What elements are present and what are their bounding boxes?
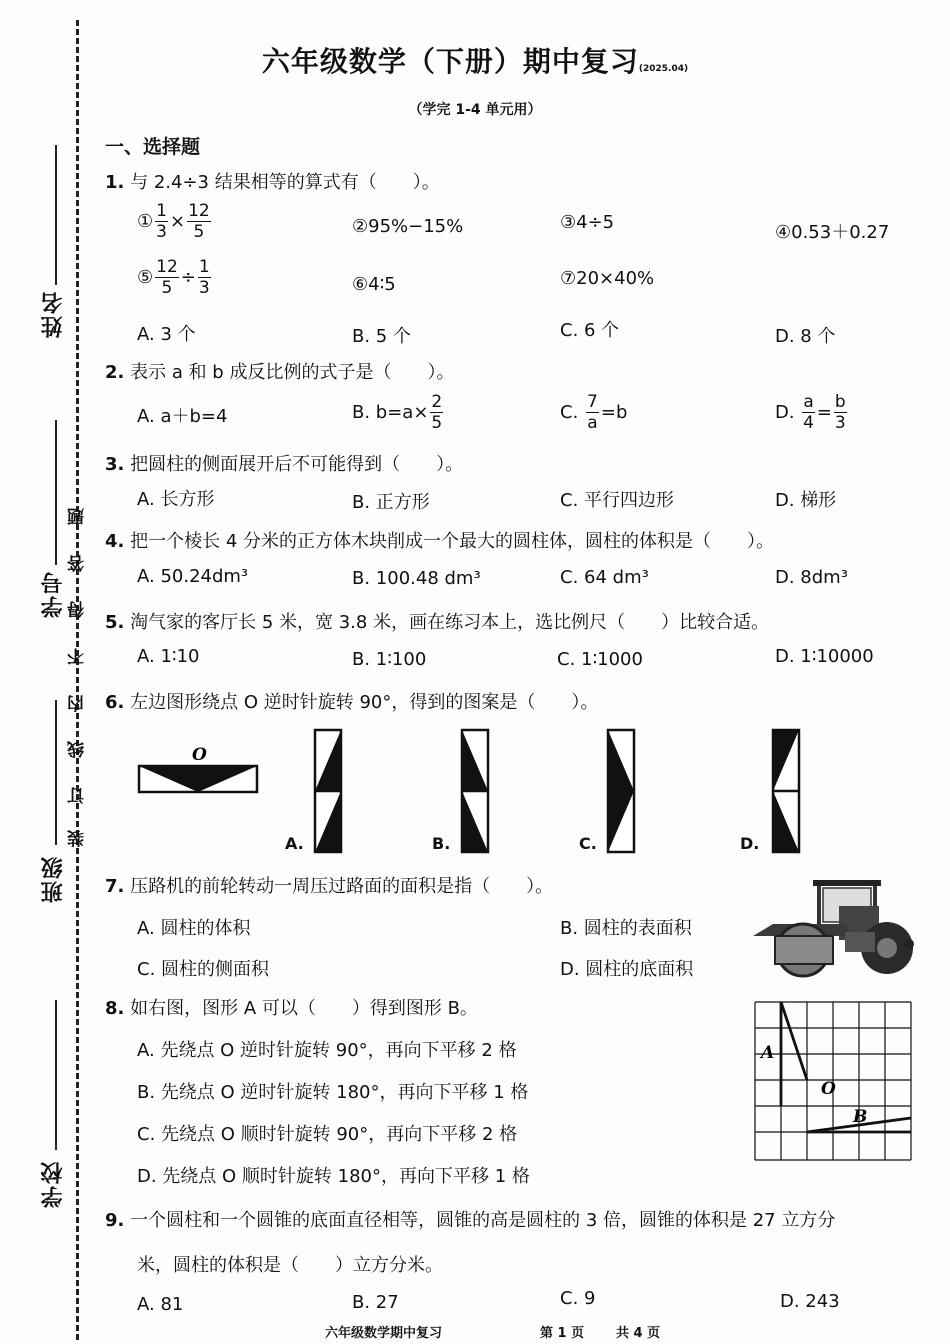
binding-dashed-line [76, 20, 79, 1340]
fraction [187, 203, 211, 241]
denominator: 3 [198, 278, 210, 298]
numerator: 1 [156, 201, 167, 221]
expression-6: ⑥4∶5 [352, 274, 396, 295]
question-text: 把圆柱的侧面展开后不可能得到（ ）。 [130, 454, 464, 475]
option-c[interactable] [560, 394, 627, 432]
expression-7: ⑦20×40% [560, 268, 655, 289]
denominator: 3 [156, 222, 167, 242]
option-text: =b [600, 402, 628, 423]
question-4 [105, 527, 774, 553]
option-c[interactable]: C. 9 [560, 1288, 596, 1309]
option-a[interactable]: A. 50.24dm³ [137, 566, 249, 587]
question-number: 7. [105, 876, 125, 897]
option-text: B. b=a× [352, 402, 429, 423]
student-id-label: 学号 [41, 570, 66, 618]
question-2 [105, 358, 454, 384]
question-6 [105, 688, 598, 714]
question-number: 6. [105, 692, 125, 713]
page-subtitle: （学完 1-4 单元用） [408, 102, 542, 118]
option-a[interactable]: A. a＋b=4 [137, 406, 228, 427]
class-label: 班级 [41, 855, 66, 903]
option-d[interactable]: D. 243 [780, 1291, 840, 1312]
option-b[interactable]: B. 正方形 [352, 492, 430, 513]
question-5 [105, 608, 769, 634]
label-a: A [761, 1043, 775, 1063]
fraction [155, 259, 179, 297]
option-d[interactable]: D. 先绕点 O 顺时针旋转 180°，再向下平移 1 格 [137, 1166, 530, 1187]
question-8 [105, 994, 478, 1020]
option-b[interactable]: B. 1∶100 [352, 649, 427, 670]
name-label: 姓名 [41, 290, 66, 338]
denominator: 3 [834, 413, 846, 433]
denominator: a [587, 413, 598, 433]
option-c[interactable]: C. 64 dm³ [560, 567, 649, 588]
question-number: 1. [105, 172, 125, 193]
fraction [155, 203, 168, 241]
numerator: 7 [587, 392, 598, 412]
numerator: 12 [156, 257, 178, 277]
option-c[interactable]: C. 1∶1000 [557, 649, 643, 670]
numerator: a [803, 392, 814, 412]
option-c[interactable]: C. 圆柱的侧面积 [137, 959, 270, 980]
question-1 [105, 168, 440, 194]
operator: = [816, 402, 832, 423]
question-3 [105, 450, 463, 476]
option-text: C. [560, 402, 579, 423]
binding-note-char: 装 [68, 830, 88, 847]
option-a[interactable]: A. 1∶10 [137, 646, 200, 667]
question-number: 2. [105, 362, 125, 383]
fraction [430, 394, 443, 432]
option-d[interactable] [775, 394, 849, 432]
option-d[interactable]: D. 圆柱的底面积 [560, 959, 694, 980]
operator: ÷ [180, 267, 196, 288]
question-text: 表示 a 和 b 成反比例的式子是（ ）。 [130, 362, 455, 383]
question-9-line-2: 米，圆柱的体积是（ ）立方分米。 [137, 1255, 443, 1276]
footer-page-number: 第 1 页 [540, 1326, 585, 1341]
option-a[interactable]: A. 81 [137, 1294, 184, 1315]
option-a[interactable]: A. 先绕点 O 逆时针旋转 90°，再向下平移 2 格 [137, 1040, 517, 1061]
option-d[interactable]: D. 梯形 [775, 490, 837, 511]
title-date: (2025.04) [638, 64, 689, 74]
question-number: 5. [105, 612, 125, 633]
numerator: 2 [431, 392, 443, 412]
choice-figure-d[interactable] [771, 728, 801, 854]
fraction [586, 394, 599, 432]
binding-note-char: 题 [68, 508, 88, 525]
expression-2: ②95%−15% [352, 216, 464, 237]
footer-total-pages: 共 4 页 [616, 1326, 661, 1341]
figure-label-c: C. [579, 834, 597, 853]
numerator: 12 [188, 201, 210, 221]
option-b[interactable]: B. 27 [352, 1292, 399, 1313]
option-c[interactable]: C. 6 个 [560, 320, 620, 341]
question-text: 淘气家的客厅长 5 米，宽 3.8 米，画在练习本上，选比例尺（ ）比较合适。 [130, 612, 770, 633]
label-o: O [821, 1079, 836, 1099]
option-a[interactable]: A. 圆柱的体积 [137, 918, 251, 939]
student-id-underline [55, 420, 57, 565]
binding-note-char: 得 [68, 601, 88, 618]
question-text: 把一个棱长 4 分米的正方体木块削成一个最大的圆柱体，圆柱的体积是（ ）。 [130, 531, 775, 552]
option-b[interactable]: B. 圆柱的表面积 [560, 918, 692, 939]
binding-note-char: 订 [68, 787, 88, 804]
question-9 [105, 1206, 835, 1232]
binding-note-char: 内 [68, 695, 88, 712]
expression-prefix: ① [137, 211, 154, 232]
question-number: 3. [105, 454, 125, 475]
name-underline [55, 145, 57, 285]
figure-label-d: D. [740, 834, 760, 853]
option-text: D. [775, 402, 795, 423]
question-text: 左边图形绕点 O 逆时针旋转 90°，得到的图案是（ ）。 [130, 692, 599, 713]
option-d[interactable]: D. 1∶10000 [775, 646, 874, 667]
option-a[interactable]: A. 3 个 [137, 324, 196, 345]
expression-5 [137, 259, 213, 297]
denominator: 5 [193, 222, 205, 242]
question-text: 压路机的前轮转动一周压过路面的面积是指（ ）。 [130, 876, 554, 897]
option-b[interactable]: B. 100.48 dm³ [352, 568, 481, 589]
figure-label-b: B. [432, 834, 451, 853]
footer-title: 六年级数学期中复习 [325, 1326, 443, 1341]
option-b[interactable] [352, 394, 445, 432]
title-text: 六年级数学（下册）期中复习 [261, 45, 639, 78]
original-figure [136, 740, 260, 796]
denominator: 5 [161, 278, 173, 298]
school-underline [55, 1000, 57, 1150]
choice-figure-a[interactable] [313, 728, 343, 854]
point-o-label: O [192, 745, 207, 765]
binding-note-char: 线 [68, 741, 88, 758]
binding-note-char: 答 [68, 555, 88, 572]
numerator: 1 [198, 257, 210, 277]
option-c[interactable]: C. 先绕点 O 顺时针旋转 90°，再向下平移 2 格 [137, 1124, 518, 1145]
road-roller-image [745, 872, 915, 980]
figure-label-a: A. [285, 834, 304, 853]
fraction [802, 394, 814, 432]
option-b[interactable]: B. 先绕点 O 逆时针旋转 180°，再向下平移 1 格 [137, 1082, 529, 1103]
option-a[interactable]: A. 长方形 [137, 489, 215, 510]
question-text: 如右图，图形 A 可以（ ）得到图形 B。 [130, 998, 478, 1019]
question-text: 一个圆柱和一个圆锥的底面直径相等，圆锥的高是圆柱的 3 倍，圆锥的体积是 27 立方分 [130, 1210, 836, 1231]
choice-figure-c[interactable] [606, 728, 636, 854]
page-title [0, 40, 950, 80]
grid-figure [753, 1000, 917, 1164]
operator: × [169, 211, 186, 232]
denominator: 4 [803, 413, 814, 433]
expression-1 [137, 203, 213, 241]
question-number: 9. [105, 1210, 125, 1231]
school-label: 学校 [41, 1160, 66, 1208]
expression-prefix: ⑤ [137, 267, 154, 288]
option-d[interactable]: D. 8dm³ [775, 567, 848, 588]
option-b[interactable]: B. 5 个 [352, 326, 411, 347]
binding-note-char: 不 [68, 648, 88, 665]
denominator: 5 [431, 413, 443, 433]
expression-4: ④0.53＋0.27 [775, 222, 890, 243]
question-7 [105, 872, 553, 898]
fraction [834, 394, 847, 432]
option-c[interactable]: C. 平行四边形 [560, 490, 675, 511]
section-title: 一、选择题 [105, 136, 201, 158]
label-b: B [853, 1107, 868, 1127]
class-underline [55, 700, 57, 845]
question-text: 与 2.4÷3 结果相等的算式有（ ）。 [130, 172, 440, 193]
choice-figure-b[interactable] [460, 728, 490, 854]
fraction [198, 259, 211, 297]
question-number: 4. [105, 531, 125, 552]
numerator: b [834, 392, 846, 412]
option-d[interactable]: D. 8 个 [775, 326, 836, 347]
expression-3: ③4÷5 [560, 212, 615, 233]
question-number: 8. [105, 998, 125, 1019]
